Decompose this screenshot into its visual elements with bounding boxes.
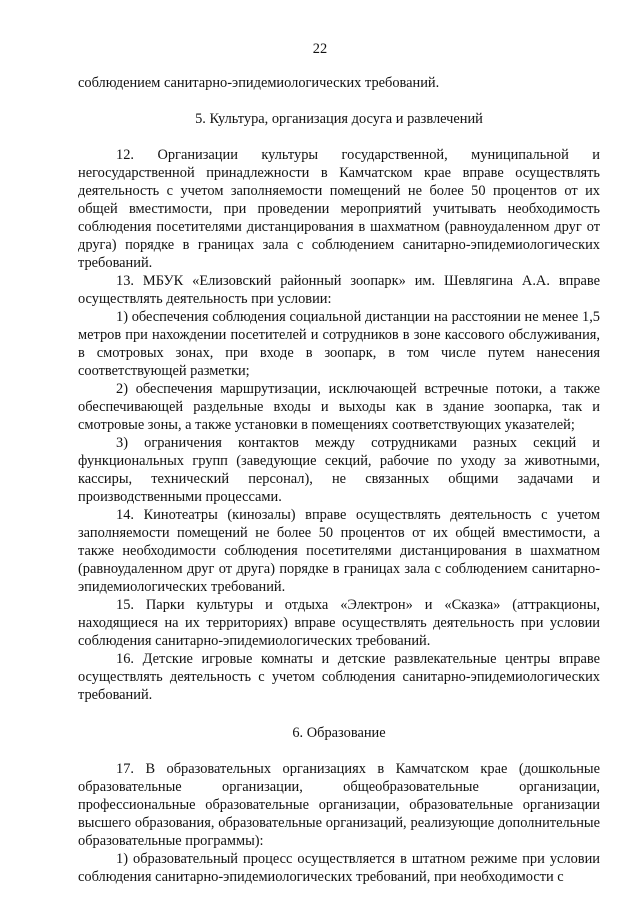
paragraph-13-item-1: 1) обеспечения соблюдения социальной дистанции на расстоянии не менее 1,5 метров при нахождении посетителей и сотрудников в зоне кассового обслуживания, в смотровых зонах, при входе в зоопарк, в том числе путем нанесения соответствующей разметки;: [78, 309, 600, 379]
paragraph-16: 16. Детские игровые комнаты и детские развлекательные центры вправе осуществлять деятельность с учетом соблюдения санитарно-эпидемиологических требований.: [78, 651, 600, 703]
paragraph-13-item-3: 3) ограничения контактов между сотрудниками разных секций и функциональных групп (заведующие секций, рабочие по уходу за животными, кассиры, технический персонал), не связанных общими задачами и производственными процессами.: [78, 435, 600, 505]
section-heading-education: 6. Образование: [292, 725, 386, 741]
paragraph-17: 17. В образовательных организациях в Камчатском крае (дошкольные образовательные организации, общеобразовательные организации, профессиональные образовательные организации, образовательные организации высшего образования, образовательные организаций, реализующие дополнительные образовательные программы):: [78, 761, 600, 849]
document-body: [78, 74, 600, 886]
paragraph-continuation: соблюдением санитарно-эпидемиологических требований.: [78, 75, 440, 91]
page-number: 22: [312, 41, 328, 57]
paragraph-15: 15. Парки культуры и отдыха «Электрон» и «Сказка» (аттракционы, находящиеся на их территориях) вправе осуществлять деятельность при условии соблюдения санитарно-эпидемиологических требований.: [78, 597, 600, 649]
paragraph-12: 12. Организации культуры государственной, муниципальной и негосударственной принадлежности в Камчатском крае вправе осуществлять деятельность с учетом заполняемости помещений не более 50 процентов от их общей вместимости, при проведении мероприятий учитывать необходимость соблюдения посетителями дистанцирования в шахматном (равноудаленном друг от друга) порядке в границах зала с соблюдением санитарно-эпидемиологических требований.: [78, 147, 600, 271]
section-heading-culture: 5. Культура, организация досуга и развлечений: [195, 111, 483, 127]
paragraph-14: 14. Кинотеатры (кинозалы) вправе осуществлять деятельность с учетом заполняемости помещений не более 50 процентов от их общей вместимости, а также необходимости соблюдения посетителями дистанцирования в шахматном (равноудаленном друг от друга) порядке в границах зала с соблюдением санитарно-эпидемиологических требований.: [78, 507, 600, 595]
paragraph-13-item-2: 2) обеспечения маршрутизации, исключающей встречные потоки, а также обеспечивающей раздельные входы и выходы как в здание зоопарка, так и смотровые зоны, а также установки в помещениях соответствующих указателей;: [78, 381, 600, 433]
paragraph-13: 13. МБУК «Елизовский районный зоопарк» им. Шевлягина А.А. вправе осуществлять деятельность при условии:: [78, 273, 600, 307]
paragraph-17-item-1: 1) образовательный процесс осуществляется в штатном режиме при условии соблюдения санитарно-эпидемиологических требований, при необходимости с: [78, 851, 600, 885]
